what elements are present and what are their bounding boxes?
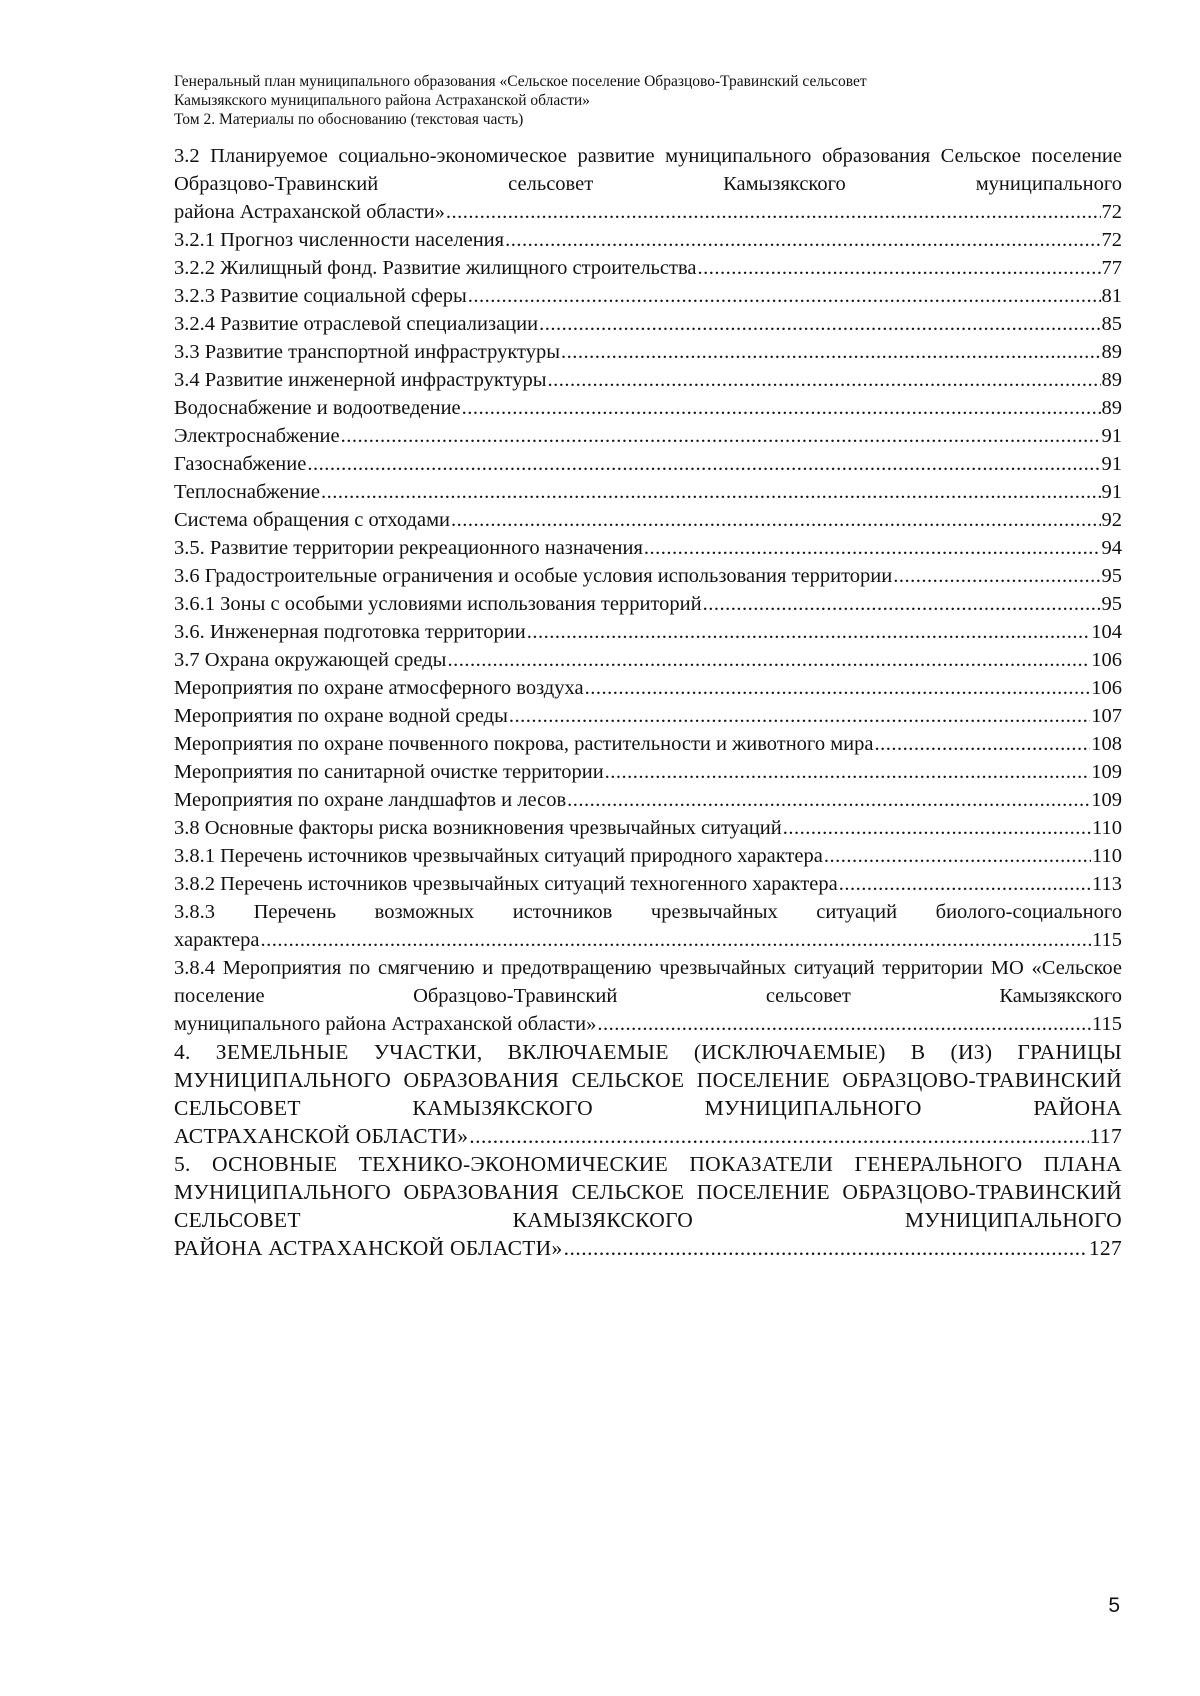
toc-page-number: 117 (1089, 1124, 1122, 1148)
toc-entry-water-protection[interactable] (174, 702, 1122, 730)
toc-entry-text: 5. ОСНОВНЫЕ ТЕХНИКО-ЭКОНОМИЧЕСКИЕ ПОКАЗАТЕЛИ ГЕНЕРАЛЬНОГО ПЛАНА МУНИЦИПАЛЬНОГО ОБРАЗОВАНИЯ СЕЛЬСКОЕ ПОСЕЛЕНИЕ ОБРАЗЦОВО-ТРАВИНСКИЙ СЕЛЬСОВЕТ КАМЫЗЯКСКОГО МУНИЦИПАЛЬНОГО (174, 1152, 1122, 1232)
toc-entry-text: Теплоснабжение (174, 481, 320, 503)
header-line-3: Том 2. Материалы по обоснованию (текстовая часть) (174, 111, 524, 128)
dot-leader (527, 618, 1091, 646)
dot-leader (824, 842, 1091, 870)
toc-entry-text: 3.2.2 Жилищный фонд. Развитие жилищного строительства (174, 257, 697, 279)
header-line-1: Генеральный план муниципального образования «Сельское поселение Образцово-Травинский сельсовет (174, 73, 867, 90)
toc-page-number: 89 (1101, 397, 1122, 419)
toc-page-number: 72 (1101, 229, 1122, 251)
table-of-contents (174, 142, 1122, 1262)
toc-entry-3-3[interactable] (174, 338, 1122, 366)
toc-page-number: 106 (1091, 649, 1122, 671)
toc-page-number: 77 (1101, 257, 1122, 279)
toc-entry-text: Мероприятия по охране ландшафтов и лесов (174, 789, 567, 811)
toc-entry-3-2[interactable] (174, 142, 1122, 226)
toc-entry-waste-system[interactable] (174, 506, 1122, 534)
toc-page-number: 106 (1091, 677, 1122, 699)
toc-entry-text: Мероприятия по охране атмосферного воздуха (174, 677, 584, 699)
dot-leader (561, 338, 1100, 366)
dot-leader (875, 730, 1091, 758)
toc-entry-text: 3.4 Развитие инженерной инфраструктуры (174, 369, 547, 391)
toc-page-number: 91 (1101, 425, 1122, 447)
toc-entry-soil-protection[interactable] (174, 730, 1122, 758)
header-line-2: Камызякского муниципального района Астраханской области» (174, 92, 590, 109)
toc-page-number: 115 (1092, 1013, 1122, 1035)
dot-leader (585, 674, 1091, 702)
toc-entry-text: 3.2.3 Развитие социальной сферы (174, 285, 467, 307)
toc-page-number: 85 (1101, 313, 1122, 335)
toc-entry-3-6[interactable] (174, 562, 1122, 590)
toc-entry-3-4[interactable] (174, 366, 1122, 394)
dot-leader (341, 422, 1101, 450)
toc-entry-section-4[interactable] (174, 1038, 1122, 1150)
toc-entry-landscape-protection[interactable] (174, 786, 1122, 814)
toc-page-number: 95 (1101, 593, 1122, 615)
dot-leader (505, 226, 1100, 254)
toc-page-number: 94 (1101, 537, 1122, 559)
toc-entry-3-6-1[interactable] (174, 590, 1122, 618)
dot-leader (509, 702, 1090, 730)
toc-entry-text: 3.8 Основные факторы риска возникновения чрезвычайных ситуаций (174, 817, 782, 839)
toc-entry-3-8[interactable] (174, 814, 1122, 842)
toc-entry-3-2-2[interactable] (174, 254, 1122, 282)
toc-entry-gas-supply[interactable] (174, 450, 1122, 478)
toc-page-number: 72 (1101, 201, 1122, 223)
toc-entry-3-6-engineering[interactable] (174, 618, 1122, 646)
dot-leader (597, 1010, 1091, 1038)
toc-page-number: 95 (1101, 565, 1122, 587)
toc-entry-text-tail: РАЙОНА АСТРАХАНСКОЙ ОБЛАСТИ» (174, 1236, 563, 1260)
toc-entry-text: Электроснабжение (174, 425, 340, 447)
toc-entry-text: 3.6. Инженерная подготовка территории (174, 621, 526, 643)
running-header (174, 72, 1122, 129)
toc-entry-3-2-3[interactable] (174, 282, 1122, 310)
toc-entry-text-tail: района Астраханской области» (174, 201, 445, 223)
toc-entry-text: 3.7 Охрана окружающей среды (174, 649, 447, 671)
toc-entry-sanitary-cleaning[interactable] (174, 758, 1122, 786)
toc-entry-text: Мероприятия по охране водной среды (174, 705, 508, 727)
toc-page-number: 109 (1091, 789, 1122, 811)
toc-entry-text-tail: муниципального района Астраханской области» (174, 1013, 597, 1035)
toc-entry-text: 3.8.3 Перечень возможных источников чрезвычайных ситуаций биолого-социального (174, 901, 1122, 923)
toc-page-number: 92 (1101, 509, 1122, 531)
dot-leader (539, 310, 1100, 338)
toc-entry-text-tail: характера (174, 929, 260, 951)
toc-entry-section-5[interactable] (174, 1150, 1122, 1262)
page-number: 5 (1108, 1594, 1120, 1617)
toc-entry-text: Мероприятия по охране почвенного покрова, растительности и животного мира (174, 733, 874, 755)
dot-leader (547, 366, 1100, 394)
toc-entry-text: Система обращения с отходами (174, 509, 451, 531)
dot-leader (644, 534, 1101, 562)
toc-entry-text: 3.8.4 Мероприятия по смягчению и предотвращению чрезвычайных ситуаций территории МО «Сельское поселение Образцово-Травинский сельсовет Камызякского (174, 957, 1122, 1007)
dot-leader (451, 506, 1100, 534)
toc-entry-text: Газоснабжение (174, 453, 307, 475)
toc-page-number: 113 (1092, 873, 1122, 895)
dot-leader (564, 1234, 1088, 1262)
toc-entry-3-8-3[interactable] (174, 898, 1122, 954)
dot-leader (605, 758, 1091, 786)
toc-page-number: 109 (1091, 761, 1122, 783)
dot-leader (469, 1122, 1088, 1150)
toc-page-number: 81 (1101, 285, 1122, 307)
dot-leader (893, 562, 1100, 590)
toc-page-number: 91 (1101, 453, 1122, 475)
toc-entry-text: 3.2.4 Развитие отраслевой специализации (174, 313, 539, 335)
toc-page-number: 89 (1101, 369, 1122, 391)
toc-entry-text: 3.6.1 Зоны с особыми условиями использования территорий (174, 593, 702, 615)
toc-entry-3-2-4[interactable] (174, 310, 1122, 338)
toc-entry-water-supply[interactable] (174, 394, 1122, 422)
toc-page-number: 104 (1091, 621, 1122, 643)
toc-page-number: 108 (1091, 733, 1122, 755)
toc-entry-text: 4. ЗЕМЕЛЬНЫЕ УЧАСТКИ, ВКЛЮЧАЕМЫЕ (ИСКЛЮЧАЕМЫЕ) В (ИЗ) ГРАНИЦЫ МУНИЦИПАЛЬНОГО ОБРАЗОВАНИЯ СЕЛЬСКОЕ ПОСЕЛЕНИЕ ОБРАЗЦОВО-ТРАВИНСКИЙ СЕЛЬСОВЕТ КАМЫЗЯКСКОГО МУНИЦИПАЛЬНОГО РАЙОНА (174, 1040, 1122, 1120)
toc-page-number: 89 (1101, 341, 1122, 363)
dot-leader (783, 814, 1091, 842)
dot-leader (703, 590, 1101, 618)
toc-entry-text: 3.6 Градостроительные ограничения и особые условия использования территории (174, 565, 893, 587)
toc-entry-text: 3.8.2 Перечень источников чрезвычайных ситуаций техногенного характера (174, 873, 838, 895)
dot-leader (697, 254, 1100, 282)
toc-entry-3-8-4[interactable] (174, 954, 1122, 1038)
toc-page-number: 91 (1101, 481, 1122, 503)
dot-leader (468, 282, 1101, 310)
toc-page-number: 110 (1092, 845, 1122, 867)
toc-entry-text: 3.8.1 Перечень источников чрезвычайных ситуаций природного характера (174, 845, 823, 867)
toc-entry-3-8-2[interactable] (174, 870, 1122, 898)
toc-entry-power-supply[interactable] (174, 422, 1122, 450)
toc-entry-text: 3.3 Развитие транспортной инфраструктуры (174, 341, 561, 363)
dot-leader (307, 450, 1100, 478)
dot-leader (839, 870, 1091, 898)
toc-entry-3-8-1[interactable] (174, 842, 1122, 870)
toc-entry-text: Водоснабжение и водоотведение (174, 397, 461, 419)
toc-entry-3-5[interactable] (174, 534, 1122, 562)
toc-entry-text-tail: АСТРАХАНСКОЙ ОБЛАСТИ» (174, 1124, 469, 1148)
dot-leader (321, 478, 1101, 506)
dot-leader (462, 394, 1101, 422)
toc-entry-text: 3.2 Планируемое социально-экономическое развитие муниципального образования Сельское поселение Образцово-Травинский сельсовет Камызякского муниципального (174, 145, 1122, 195)
toc-page-number: 110 (1092, 817, 1122, 839)
toc-entry-text: 3.5. Развитие территории рекреационного назначения (174, 537, 643, 559)
dot-leader (261, 926, 1091, 954)
toc-page-number: 115 (1092, 929, 1122, 951)
dot-leader (446, 198, 1101, 226)
toc-entry-text: 3.2.1 Прогноз численности населения (174, 229, 505, 251)
toc-entry-heat-supply[interactable] (174, 478, 1122, 506)
dot-leader (447, 646, 1090, 674)
toc-entry-text: Мероприятия по санитарной очистке территории (174, 761, 604, 783)
toc-entry-3-2-1[interactable] (174, 226, 1122, 254)
toc-entry-3-7[interactable] (174, 646, 1122, 674)
toc-entry-air-protection[interactable] (174, 674, 1122, 702)
toc-page-number: 127 (1088, 1236, 1122, 1260)
dot-leader (567, 786, 1090, 814)
toc-page-number: 107 (1091, 705, 1122, 727)
